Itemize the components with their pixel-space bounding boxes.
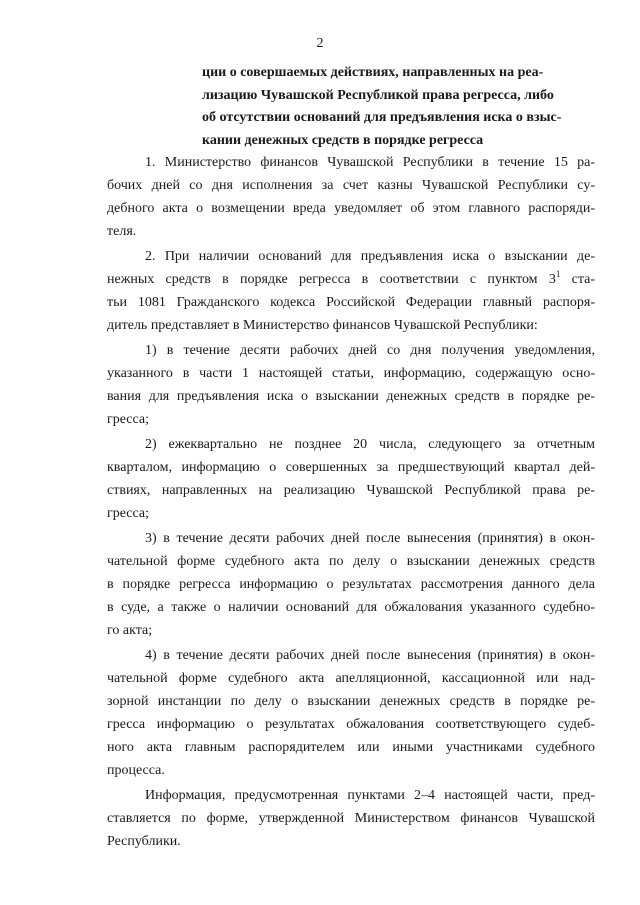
text-line-with-superscript: [107, 268, 595, 291]
text-line: зорной инстанции по делу о взыскании денежных средств в порядке ре-: [107, 694, 595, 709]
text-line: ставляется по форме, утвержденной Министерством финансов Чувашской: [107, 811, 595, 826]
text-line: указанного в части 1 настоящей статьи, информацию, содержащую осно-: [107, 366, 595, 381]
text-line: в порядке регресса информацию о результатах рассмотрения данного дела: [107, 577, 595, 592]
text-fragment: нежных средств в порядке регресса в соответствии с пунктом 3: [107, 272, 556, 287]
heading-line: об отсутствии оснований для предъявления иска о взыс-: [202, 110, 562, 125]
text-line: 2) ежеквартально не позднее 20 числа, следующего за отчетным: [145, 437, 595, 452]
paragraph-final: [107, 784, 595, 853]
list-item-2: [107, 433, 595, 525]
text-line: теля.: [107, 224, 137, 239]
text-line: дебного акта о возмещении вреда уведомляет об этом главного распоряди-: [107, 201, 595, 216]
list-item-4: [107, 644, 595, 782]
text-line: ствиях, направленных на реализацию Чувашской Республикой права ре-: [107, 483, 595, 498]
text-line: ного акта главным распорядителем или иными участниками судебного: [107, 740, 595, 755]
text-line: чательной форме судебного акта по делу о взыскании денежных средств: [107, 554, 595, 569]
text-line: тьи 1081 Гражданского кодекса Российской Федерации главный распоря-: [107, 295, 595, 310]
text-line: гресса информацию о результатах обжалования соответствующего судеб-: [107, 717, 595, 732]
heading-line: кании денежных средств в порядке регресса: [202, 132, 484, 148]
heading-line: ции о совершаемых действиях, направленных на реа-: [202, 65, 544, 80]
text-line: чательной форме судебного акта апелляционной, кассационной или над-: [107, 671, 595, 686]
paragraph-2: [107, 245, 595, 337]
list-item-3: [107, 527, 595, 642]
text-line: 1. Министерство финансов Чувашской Республики в течение 15 ра-: [145, 155, 595, 170]
text-line: в суде, а также о наличии оснований для обжалования указанного судебно-: [107, 600, 595, 615]
article-body: [107, 151, 595, 855]
page-number: 2: [316, 36, 324, 51]
text-line: дитель представляет в Министерство финансов Чувашской Республики:: [107, 318, 538, 333]
text-line: Информация, предусмотренная пунктами 2–4 настоящей части, пред-: [145, 788, 595, 803]
text-line: 4) в течение десяти рабочих дней после вынесения (принятия) в окон-: [145, 648, 595, 663]
text-line: гресса;: [107, 506, 150, 521]
text-line: Республики.: [107, 834, 181, 849]
text-fragment: ста-: [560, 272, 595, 287]
heading-line: лизацию Чувашской Республикой права регресса, либо: [202, 87, 554, 103]
text-line: 2. При наличии оснований для предъявления иска о взыскании де-: [145, 249, 595, 264]
superscript: 1: [555, 269, 561, 279]
text-line: гресса;: [107, 412, 150, 427]
text-line: 1) в течение десяти рабочих дней со дня получения уведомления,: [145, 343, 595, 358]
text-line: процесса.: [107, 763, 165, 778]
article-heading: [202, 62, 594, 152]
text-line: 3) в течение десяти рабочих дней после вынесения (принятия) в окон-: [145, 531, 595, 546]
paragraph-1: [107, 151, 595, 243]
text-line: го акта;: [107, 623, 153, 638]
text-line: бочих дней со дня исполнения за счет казны Чувашской Республики су-: [107, 178, 595, 193]
text-line: вания для предъявления иска о взыскании денежных средств в порядке ре-: [107, 389, 595, 404]
list-item-1: [107, 339, 595, 431]
text-line: кварталом, информацию о совершенных за предшествующий квартал дей-: [107, 460, 595, 475]
